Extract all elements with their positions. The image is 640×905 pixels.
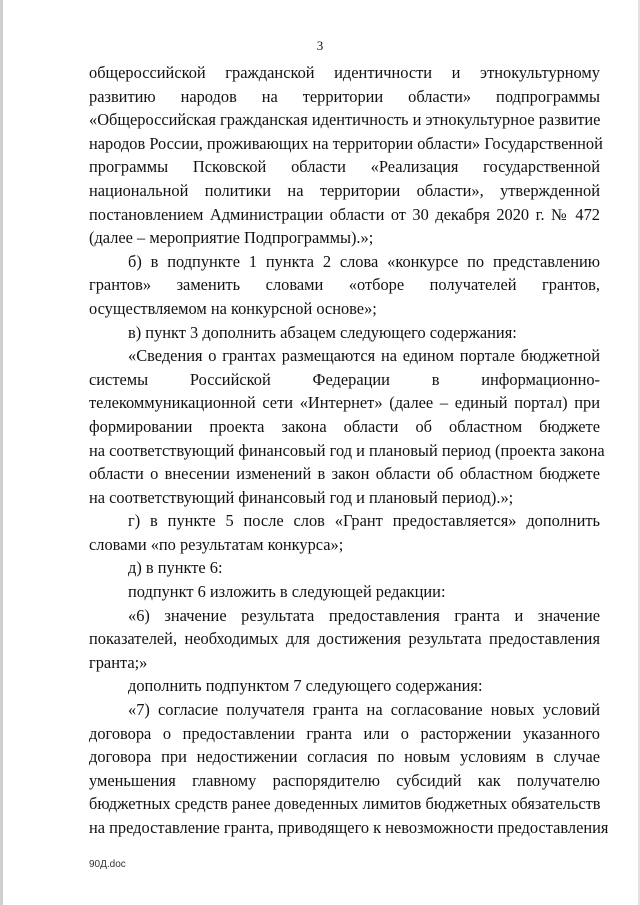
text-line: гранта;» xyxy=(89,652,148,672)
text-line: области о внесении изменений в закон области об областном бюджете xyxy=(89,464,600,484)
text-line: «7) согласие получателя гранта на согласование новых условий xyxy=(128,700,600,720)
document-body xyxy=(89,61,609,840)
text-line: системы Российской Федерации в информационно- xyxy=(89,369,600,389)
text-line: «6) значение результата предоставления гранта и значение xyxy=(128,605,600,625)
text-line: национальной политики на территории области», утвержденной xyxy=(89,180,600,200)
text-line: дополнить подпунктом 7 следующего содержания: xyxy=(128,676,483,696)
text-line: словами «по результатам конкурса»; xyxy=(89,534,344,554)
text-line: уменьшения главному распорядителю субсидий как получателю xyxy=(89,770,600,790)
text-line: подпункт 6 изложить в следующей редакции: xyxy=(128,582,446,602)
text-line: показателей, необходимых для достижения результата предоставления xyxy=(89,629,600,649)
text-line: б) в подпункте 1 пункта 2 слова «конкурсе по представлению xyxy=(128,251,600,271)
text-line: телекоммуникационной сети «Интернет» (далее – единый портал) при xyxy=(89,393,600,413)
text-line: «Сведения о грантах размещаются на едином портале бюджетной xyxy=(128,346,600,366)
text-line: на предоставление гранта, приводящего к невозможности предоставления xyxy=(89,818,609,837)
text-line: развитию народов на территории области» подпрограммы xyxy=(89,86,600,106)
text-line: бюджетных средств ранее доведенных лимитов бюджетных обязательств xyxy=(89,794,601,814)
text-line: г) в пункте 5 после слов «Грант предоставляется» дополнить xyxy=(128,511,600,531)
text-line: д) в пункте 6: xyxy=(128,558,223,578)
text-line: программы Псковской области «Реализация государственной xyxy=(89,157,600,177)
text-line: «Общероссийская гражданская идентичность и этнокультурное развитие xyxy=(89,110,601,130)
text-line: грантов» заменить словами «отборе получателей грантов, xyxy=(89,275,600,295)
page-number: 3 xyxy=(316,38,324,53)
text-line: договора о предоставлении гранта или о расторжении указанного xyxy=(89,723,600,743)
text-line: в) пункт 3 дополнить абзацем следующего содержания: xyxy=(128,322,517,342)
text-line: общероссийской гражданской идентичности и этнокультурному xyxy=(89,63,600,82)
text-line: (далее – мероприятие Подпрограммы).»; xyxy=(89,228,374,248)
text-line: договора при недостижении согласия по новым условиям в случае xyxy=(89,747,600,767)
text-line: народов России, проживающих на территории области» Государственной xyxy=(89,133,603,153)
text-line: на соответствующий финансовый год и плановый период).»; xyxy=(89,487,514,507)
scan-edge-left xyxy=(0,0,3,905)
text-line: постановлением Администрации области от 30 декабря 2020 г. № 472 xyxy=(89,204,600,224)
text-line: осуществляемом на конкурсной основе»; xyxy=(89,298,377,318)
footer-filename: 90Д.doc xyxy=(89,859,126,870)
text-line: формировании проекта закона области об областном бюджете xyxy=(89,416,600,436)
text-line: на соответствующий финансовый год и плановый период (проекта закона xyxy=(89,440,605,460)
